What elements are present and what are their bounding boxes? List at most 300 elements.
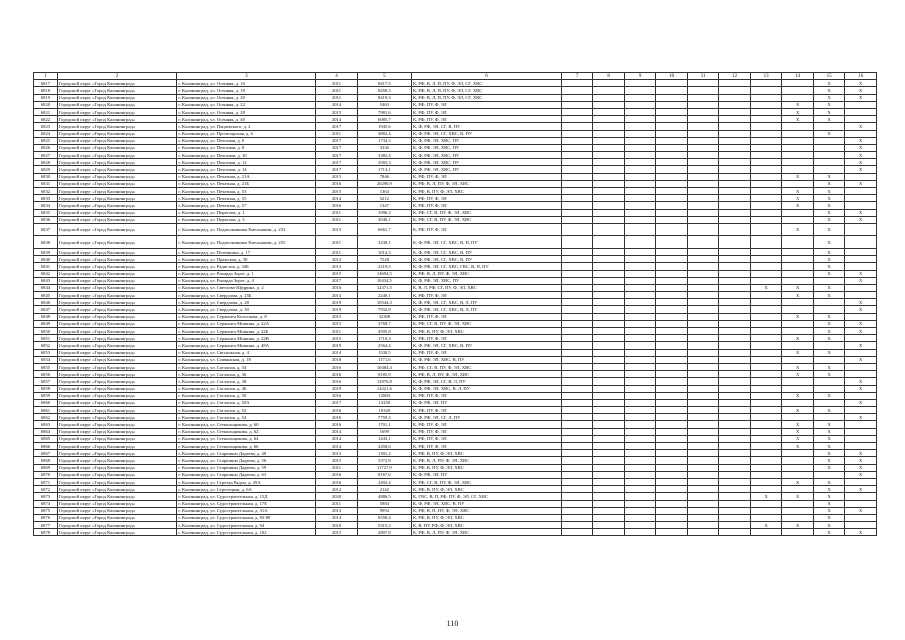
table-row [34, 236, 877, 249]
empty-cell [719, 94, 751, 101]
year-cell: 2019 [316, 342, 357, 349]
column-number: 14 [782, 73, 814, 80]
empty-cell [593, 116, 625, 123]
empty-cell [624, 493, 656, 500]
table-row [34, 471, 877, 478]
mark-cell: X [845, 306, 877, 313]
work-codes-cell: К, Ф, РФ, ЭЛ, ПУ [412, 399, 562, 406]
empty-cell [593, 299, 625, 306]
empty-cell [656, 407, 688, 414]
year-cell: 2013 [316, 450, 357, 457]
mark-cell: X [813, 486, 845, 493]
work-codes-cell: К, РФ, В, Л, ПУ, Ф, ЭЛ, ХВС [412, 270, 562, 277]
mark-cell [782, 450, 814, 457]
table-row [34, 152, 877, 159]
empty-cell [561, 236, 593, 249]
mark-cell: X [813, 270, 845, 277]
work-codes-cell: К, Ф, РФ, ЭЛ, СГ, ХВС, В, ПУ [412, 248, 562, 255]
mark-cell [782, 144, 814, 151]
empty-cell [687, 313, 719, 320]
work-codes-cell: К, РФ, В, ПУ, Ф, ЭЛ, ХВС [412, 450, 562, 457]
empty-cell [593, 529, 625, 536]
empty-cell [624, 320, 656, 327]
table-row [34, 349, 877, 356]
column-number: 6 [412, 73, 562, 80]
value-cell: 12371,5 [357, 284, 411, 291]
mark-cell: X [813, 421, 845, 428]
empty-cell [687, 392, 719, 399]
mark-cell: X [845, 270, 877, 277]
value-cell: 8417,5 [357, 80, 411, 87]
work-codes-cell: К, РФ, ПУ, Ф, ЭЛ [412, 108, 562, 115]
table-row [34, 313, 877, 320]
empty-cell [687, 428, 719, 435]
mark-cell: X [813, 522, 845, 529]
address-cell: г. Калининград, ул. Судостроительная, д. 31А [177, 507, 316, 514]
organization-cell: Городской округ «Город Калининград» [57, 306, 176, 313]
empty-cell [687, 277, 719, 284]
address-cell: г. Калининград, ул. Стекольщикова, д. 60 [177, 421, 316, 428]
table-row [34, 299, 877, 306]
year-cell: 2010 [316, 522, 357, 529]
work-codes-cell: К, РФ, СГ, В, ПУ, Ф, ЭЛ, ХВС [412, 209, 562, 216]
value-cell: 1713,1 [357, 166, 411, 173]
column-number: 13 [750, 73, 782, 80]
table-row [34, 263, 877, 270]
empty-cell [593, 144, 625, 151]
mark-cell [845, 108, 877, 115]
empty-cell [687, 263, 719, 270]
empty-cell [719, 101, 751, 108]
table-row [34, 195, 877, 202]
year-cell: 2015 [316, 335, 357, 342]
table-row [34, 116, 877, 123]
empty-cell [656, 202, 688, 209]
mark-cell: X [813, 392, 845, 399]
year-cell: 2016 [316, 421, 357, 428]
empty-cell [561, 270, 593, 277]
table-row [34, 522, 877, 529]
organization-cell: Городской округ «Город Калининград» [57, 180, 176, 187]
table-row [34, 188, 877, 195]
empty-cell [593, 428, 625, 435]
row-number-cell: 6865 [34, 435, 58, 442]
address-cell: г. Калининград, ул. Сигнальная, д. 4 [177, 349, 316, 356]
mark-cell: X [782, 101, 814, 108]
organization-cell: Городской округ «Город Калининград» [57, 223, 176, 236]
mark-cell: X [782, 407, 814, 414]
organization-cell: Городской округ «Город Калининград» [57, 209, 176, 216]
empty-cell [656, 514, 688, 521]
value-cell: 5884 [357, 500, 411, 507]
mark-cell [750, 356, 782, 363]
empty-cell [719, 493, 751, 500]
value-cell: 3040,1 [357, 216, 411, 223]
empty-cell [561, 514, 593, 521]
value-cell: 6661,7 [357, 223, 411, 236]
mark-cell [750, 414, 782, 421]
empty-cell [593, 356, 625, 363]
mark-cell: X [813, 335, 845, 342]
empty-cell [719, 457, 751, 464]
empty-cell [593, 435, 625, 442]
value-cell: 1734,3 [357, 137, 411, 144]
table-row [34, 435, 877, 442]
empty-cell [593, 256, 625, 263]
mark-cell: X [813, 320, 845, 327]
year-cell: 2017 [316, 123, 357, 130]
empty-cell [593, 80, 625, 87]
mark-cell [782, 464, 814, 471]
empty-cell [561, 421, 593, 428]
mark-cell [782, 277, 814, 284]
mark-cell [750, 471, 782, 478]
mark-cell: X [813, 202, 845, 209]
mark-cell [813, 123, 845, 130]
organization-cell: Городской округ «Город Калининград» [57, 464, 176, 471]
empty-cell [561, 80, 593, 87]
mark-cell: X [813, 450, 845, 457]
empty-cell [624, 209, 656, 216]
empty-cell [719, 202, 751, 209]
empty-cell [687, 356, 719, 363]
mark-cell: X [813, 514, 845, 521]
empty-cell [719, 363, 751, 370]
empty-cell [656, 256, 688, 263]
empty-cell [624, 306, 656, 313]
year-cell: 2011 [316, 130, 357, 137]
work-codes-cell: К, РФ, СГ, В, ПУ, Ф, ЭЛ, ХВС [412, 363, 562, 370]
column-number: 4 [316, 73, 357, 80]
empty-cell [687, 202, 719, 209]
empty-cell [561, 299, 593, 306]
empty-cell [593, 486, 625, 493]
value-cell: 5372,8 [357, 457, 411, 464]
work-codes-cell: К, Ф, РФ, ЭЛ, СГ, ХВС, В, ПУ [412, 342, 562, 349]
column-number: 16 [845, 73, 877, 80]
empty-cell [624, 256, 656, 263]
mark-cell: X [845, 152, 877, 159]
row-number-cell: 6872 [34, 486, 58, 493]
table-row [34, 270, 877, 277]
work-codes-cell: К, РФ, ПУ, Ф, ЭЛ [412, 392, 562, 399]
mark-cell: X [813, 328, 845, 335]
mark-cell [845, 284, 877, 291]
mark-cell: X [782, 108, 814, 115]
empty-cell [561, 349, 593, 356]
mark-cell [782, 356, 814, 363]
mark-cell [782, 248, 814, 255]
mark-cell [782, 256, 814, 263]
row-number-cell: 6832 [34, 188, 58, 195]
empty-cell [624, 414, 656, 421]
value-cell: 8185,9 [357, 371, 411, 378]
mark-cell: X [782, 435, 814, 442]
empty-cell [624, 392, 656, 399]
mark-cell: X [845, 277, 877, 284]
empty-cell [561, 486, 593, 493]
empty-cell [656, 500, 688, 507]
mark-cell [845, 493, 877, 500]
empty-cell [719, 471, 751, 478]
table-row [34, 392, 877, 399]
value-cell: 9994 [357, 507, 411, 514]
empty-cell [561, 500, 593, 507]
mark-cell [813, 399, 845, 406]
empty-cell [687, 123, 719, 130]
empty-cell [561, 284, 593, 291]
column-number: 11 [687, 73, 719, 80]
year-cell: 2020 [316, 493, 357, 500]
mark-cell [750, 87, 782, 94]
organization-cell: Городской округ «Город Калининград» [57, 407, 176, 414]
value-cell: 7759,3 [357, 414, 411, 421]
mark-cell [750, 464, 782, 471]
empty-cell [719, 356, 751, 363]
mark-cell: X [782, 443, 814, 450]
mark-cell [782, 299, 814, 306]
empty-cell [656, 342, 688, 349]
mark-cell [845, 514, 877, 521]
mark-cell [750, 514, 782, 521]
empty-cell [561, 378, 593, 385]
year-cell: 2014 [316, 116, 357, 123]
empty-cell [719, 399, 751, 406]
organization-cell: Городской округ «Город Калининград» [57, 349, 176, 356]
empty-cell [719, 328, 751, 335]
mark-cell [750, 507, 782, 514]
empty-cell [593, 263, 625, 270]
empty-cell [593, 399, 625, 406]
mark-cell [750, 144, 782, 151]
table-row [34, 223, 877, 236]
value-cell: 7528 [357, 256, 411, 263]
organization-cell: Городской округ «Город Калининград» [57, 292, 176, 299]
year-cell: 2014 [316, 292, 357, 299]
value-cell: 11727,9 [357, 464, 411, 471]
empty-cell [561, 292, 593, 299]
empty-cell [656, 507, 688, 514]
empty-cell [656, 428, 688, 435]
mark-cell [750, 342, 782, 349]
address-cell: г. Калининград, ул. Судостроительная, д. 102 [177, 529, 316, 536]
empty-cell [561, 428, 593, 435]
row-number-cell: 6837 [34, 223, 58, 236]
mark-cell [750, 335, 782, 342]
empty-cell [687, 137, 719, 144]
empty-cell [656, 313, 688, 320]
year-cell: 2017 [316, 159, 357, 166]
work-codes-cell: К, Ф, РФ, ЭЛ, СГ, ХВС, В, П, ПУ [412, 236, 562, 249]
empty-cell [561, 320, 593, 327]
empty-cell [593, 363, 625, 370]
empty-cell [561, 328, 593, 335]
empty-cell [593, 166, 625, 173]
mark-cell: X [813, 130, 845, 137]
organization-cell: Городской округ «Город Калининград» [57, 144, 176, 151]
empty-cell [656, 399, 688, 406]
mark-cell [782, 457, 814, 464]
work-codes-cell: К, РФ, В, Л, П, ПУ, Ф, ЭЛ, СГ, ХВС [412, 87, 562, 94]
value-cell: 4595,8 [357, 328, 411, 335]
empty-cell [561, 529, 593, 536]
empty-cell [561, 450, 593, 457]
mark-cell: X [782, 493, 814, 500]
empty-cell [719, 478, 751, 485]
value-cell: 2807,8 [357, 529, 411, 536]
value-cell: 3238,1 [357, 236, 411, 249]
mark-cell [813, 277, 845, 284]
row-number-cell: 6869 [34, 464, 58, 471]
empty-cell [593, 223, 625, 236]
empty-cell [719, 529, 751, 536]
empty-cell [624, 123, 656, 130]
value-cell: 8419,3 [357, 94, 411, 101]
organization-cell: Городской округ «Город Калининград» [57, 328, 176, 335]
table-row [34, 80, 877, 87]
empty-cell [687, 522, 719, 529]
mark-cell: X [813, 216, 845, 223]
work-codes-cell: К, РФ, ПУ, Ф, ЭЛ [412, 421, 562, 428]
empty-cell [624, 349, 656, 356]
address-cell: г. Калининград, ул. Радистов, д. 34Б [177, 263, 316, 270]
empty-cell [593, 306, 625, 313]
row-number-cell: 6839 [34, 248, 58, 255]
empty-cell [719, 407, 751, 414]
organization-cell: Городской округ «Город Калининград» [57, 457, 176, 464]
mark-cell [845, 371, 877, 378]
mark-cell [750, 216, 782, 223]
year-cell: 2019 [316, 299, 357, 306]
empty-cell [624, 263, 656, 270]
empty-cell [593, 392, 625, 399]
empty-cell [561, 457, 593, 464]
empty-cell [687, 188, 719, 195]
mark-cell: X [813, 101, 845, 108]
organization-cell: Городской округ «Город Калининград» [57, 486, 176, 493]
table-row [34, 443, 877, 450]
organization-cell: Городской округ «Город Калининград» [57, 159, 176, 166]
row-number-cell: 6817 [34, 80, 58, 87]
empty-cell [656, 522, 688, 529]
empty-cell [719, 152, 751, 159]
empty-cell [687, 514, 719, 521]
organization-cell: Городской округ «Город Калининград» [57, 166, 176, 173]
mark-cell [750, 450, 782, 457]
empty-cell [624, 385, 656, 392]
mark-cell: X [845, 457, 877, 464]
value-cell: 1347 [357, 202, 411, 209]
mark-cell: X [813, 116, 845, 123]
empty-cell [687, 248, 719, 255]
table-row [34, 428, 877, 435]
mark-cell [782, 514, 814, 521]
work-codes-cell: К, РФ, В, Л, П, ПУ, Ф, ЭЛ, СГ, ХВС [412, 94, 562, 101]
mark-cell [813, 471, 845, 478]
organization-cell: Городской округ «Город Калининград» [57, 137, 176, 144]
work-codes-cell: К, РФ, ПУ, Ф, ЭЛ [412, 101, 562, 108]
empty-cell [593, 94, 625, 101]
empty-cell [719, 87, 751, 94]
mark-cell: X [813, 493, 845, 500]
empty-cell [656, 356, 688, 363]
organization-cell: Городской округ «Город Калининград» [57, 414, 176, 421]
value-cell: 8458,5 [357, 87, 411, 94]
empty-cell [561, 306, 593, 313]
value-cell: 2458,6 [357, 443, 411, 450]
empty-cell [656, 306, 688, 313]
year-cell: 2011 [316, 248, 357, 255]
mark-cell: X [813, 292, 845, 299]
year-cell: 2017 [316, 152, 357, 159]
row-number-cell: 6847 [34, 306, 58, 313]
address-cell: г. Калининград, ул. Рихарда Зорге, д. 1 [177, 270, 316, 277]
row-number-cell: 6863 [34, 421, 58, 428]
mark-cell [750, 363, 782, 370]
mark-cell [750, 108, 782, 115]
empty-cell [719, 385, 751, 392]
mark-cell [845, 392, 877, 399]
empty-cell [719, 123, 751, 130]
mark-cell: X [813, 443, 845, 450]
empty-cell [656, 335, 688, 342]
address-cell: г. Калининград, ул. Пражская, д. 38 [177, 256, 316, 263]
table-row [34, 256, 877, 263]
organization-cell: Городской округ «Город Калининград» [57, 263, 176, 270]
empty-cell [624, 101, 656, 108]
mark-cell: X [845, 320, 877, 327]
value-cell: 5212 [357, 195, 411, 202]
empty-cell [656, 414, 688, 421]
address-cell: г. Калининград, ул. Согласия, д. 34 [177, 363, 316, 370]
organization-cell: Городской округ «Город Калининград» [57, 248, 176, 255]
empty-cell [719, 80, 751, 87]
address-cell: г. Калининград, ул. Славянская, д. 18 [177, 356, 316, 363]
empty-cell [719, 292, 751, 299]
year-cell: 2016 [316, 284, 357, 291]
empty-cell [719, 130, 751, 137]
year-cell: 2016 [316, 407, 357, 414]
address-cell: г. Калининград, ул. Стрелецкая, д. 6А [177, 486, 316, 493]
work-codes-cell: К, Ф, РФ, ЭЛ, ХВС, В, ПУ [412, 500, 562, 507]
address-cell: г. Калининград, ул. Печатная, д. 53 [177, 188, 316, 195]
empty-cell [624, 507, 656, 514]
empty-cell [624, 152, 656, 159]
empty-cell [656, 195, 688, 202]
mark-cell [750, 137, 782, 144]
organization-cell: Городской округ «Город Калининград» [57, 450, 176, 457]
empty-cell [624, 195, 656, 202]
mark-cell: X [845, 328, 877, 335]
empty-cell [624, 356, 656, 363]
mark-cell: X [845, 356, 877, 363]
empty-cell [624, 443, 656, 450]
work-codes-cell: К, РФ, В, Л, П, ПУ, Ф, ЭЛ, СГ, ХВС [412, 80, 562, 87]
work-codes-cell: К, Ф, РФ, ЭЛ, СГ, Л, ПУ [412, 414, 562, 421]
column-number: 12 [719, 73, 751, 80]
value-cell: 20296,9 [357, 180, 411, 187]
mark-cell [750, 130, 782, 137]
mark-cell [750, 385, 782, 392]
mark-cell [845, 363, 877, 370]
empty-cell [656, 284, 688, 291]
work-codes-cell: К, Ф, РФ, ЭЛ, СГ, В, Л, ПУ [412, 378, 562, 385]
year-cell: 2015 [316, 223, 357, 236]
mark-cell [845, 478, 877, 485]
mark-cell [845, 407, 877, 414]
year-cell: 2011 [316, 80, 357, 87]
mark-cell: X [813, 464, 845, 471]
